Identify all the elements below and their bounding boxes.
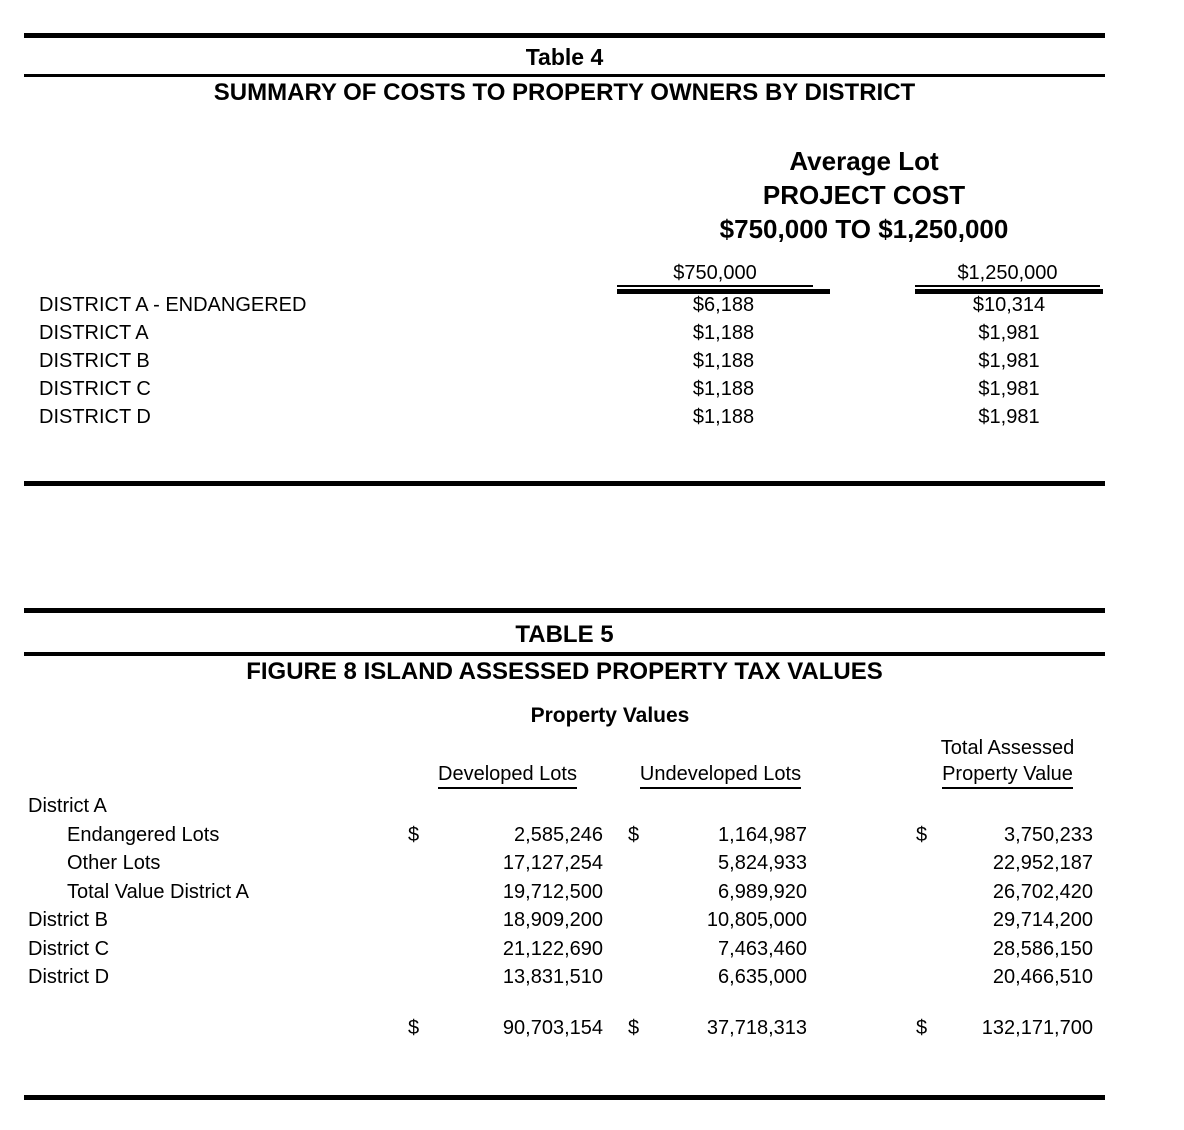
district-label: District D — [28, 966, 110, 988]
dollar-sign: $ — [408, 1017, 420, 1039]
total-assessed-total: 132,171,700 — [981, 1017, 1093, 1039]
column-header-developed-lots-text: Developed Lots — [438, 763, 577, 789]
table4-title: Table 4 — [525, 44, 604, 70]
page-bottom-rule — [24, 1095, 1105, 1100]
total-assessed-value: 29,714,200 — [992, 909, 1093, 931]
district-label: Other Lots — [67, 852, 161, 874]
district-label: DISTRICT B — [39, 350, 150, 372]
table4-column-header-1250k: $1,250,000 — [915, 258, 1100, 287]
table5-heading: FIGURE 8 ISLAND ASSESSED PROPERTY TAX VALUES — [246, 658, 883, 685]
column-header-developed-lots — [420, 763, 595, 789]
undeveloped-lots-value: 7,463,460 — [718, 938, 807, 960]
district-label: DISTRICT A - ENDANGERED — [39, 294, 307, 316]
table5-title-rule — [24, 652, 1105, 656]
developed-lots-total: 90,703,154 — [502, 1017, 603, 1039]
developed-lots-value: 2,585,246 — [514, 824, 603, 846]
undeveloped-lots-value: 6,989,920 — [718, 881, 807, 903]
dollar-sign: $ — [628, 1017, 640, 1039]
cost-750k-value: $1,188 — [692, 322, 755, 344]
cost-750k-value: $1,188 — [692, 378, 755, 400]
table5-section-header: Property Values — [530, 704, 690, 727]
table-row — [0, 878, 1184, 906]
table4-heading: SUMMARY OF COSTS TO PROPERTY OWNERS BY DISTRICT — [213, 79, 916, 106]
table-row — [0, 906, 1184, 934]
table-row — [0, 963, 1184, 991]
undeveloped-lots-value: 5,824,933 — [718, 852, 807, 874]
total-assessed-value: 28,586,150 — [992, 938, 1093, 960]
table4-column-header-750k: $750,000 — [617, 258, 813, 287]
table-row — [0, 375, 1184, 403]
developed-lots-value: 17,127,254 — [502, 852, 603, 874]
district-label: District C — [28, 938, 110, 960]
total-assessed-value: 20,466,510 — [992, 966, 1093, 988]
table4-subheading — [614, 144, 1114, 246]
table4-title-rule — [24, 74, 1105, 77]
cost-1250k-value: $1,981 — [978, 322, 1040, 344]
table-row — [0, 319, 1184, 347]
table-row — [0, 347, 1184, 375]
column-header-undeveloped-lots — [633, 763, 808, 789]
table4-bottom-rule — [24, 481, 1105, 486]
undeveloped-lots-value: 10,805,000 — [706, 909, 807, 931]
table4-subheading-line2: PROJECT COST — [762, 180, 966, 210]
cost-750k-value: $1,188 — [692, 406, 755, 428]
developed-lots-value: 21,122,690 — [502, 938, 603, 960]
cost-750k-value: $6,188 — [692, 294, 755, 316]
cost-1250k-value: $1,981 — [978, 350, 1040, 372]
table4-subheading-line1: Average Lot — [789, 146, 939, 176]
total-assessed-value: 22,952,187 — [992, 852, 1093, 874]
table-row — [0, 403, 1184, 431]
dollar-sign: $ — [916, 1017, 928, 1039]
total-assessed-value: 3,750,233 — [1004, 824, 1093, 846]
district-label: District A — [28, 795, 107, 817]
table-row — [0, 291, 1184, 319]
column-header-property-value — [920, 763, 1095, 789]
district-label: District B — [28, 909, 108, 931]
table5-title: TABLE 5 — [515, 621, 614, 648]
dollar-sign: $ — [408, 824, 420, 846]
district-label: DISTRICT C — [39, 378, 151, 400]
table4-subheading-line3: $750,000 TO $1,250,000 — [719, 214, 1009, 244]
undeveloped-lots-total: 37,718,313 — [706, 1017, 807, 1039]
cost-1250k-value: $10,314 — [972, 294, 1046, 316]
district-label: Endangered Lots — [67, 824, 220, 846]
dollar-sign: $ — [916, 824, 928, 846]
total-assessed-value: 26,702,420 — [992, 881, 1093, 903]
column-header-property-value-text: Property Value — [942, 763, 1073, 789]
cost-1250k-value: $1,981 — [978, 378, 1040, 400]
developed-lots-value: 18,909,200 — [502, 909, 603, 931]
developed-lots-value: 19,712,500 — [502, 881, 603, 903]
dollar-sign: $ — [628, 824, 640, 846]
cost-1250k-value: $1,981 — [978, 406, 1040, 428]
table-row — [0, 821, 1184, 849]
table-row — [0, 849, 1184, 877]
cost-750k-value: $1,188 — [692, 350, 755, 372]
totals-row — [0, 1014, 1184, 1042]
table-row — [0, 792, 1184, 820]
district-label: Total Value District A — [67, 881, 249, 903]
district-label: DISTRICT A — [39, 322, 149, 344]
undeveloped-lots-value: 6,635,000 — [718, 966, 807, 988]
table4-top-rule — [24, 33, 1105, 38]
district-label: DISTRICT D — [39, 406, 151, 428]
table-row — [0, 935, 1184, 963]
undeveloped-lots-value: 1,164,987 — [718, 824, 807, 846]
column-header-total-assessed — [920, 737, 1095, 759]
column-header-undeveloped-lots-text: Undeveloped Lots — [640, 763, 801, 789]
table5-top-rule — [24, 608, 1105, 613]
developed-lots-value: 13,831,510 — [502, 966, 603, 988]
column-header-total-assessed-text: Total Assessed — [940, 737, 1075, 759]
